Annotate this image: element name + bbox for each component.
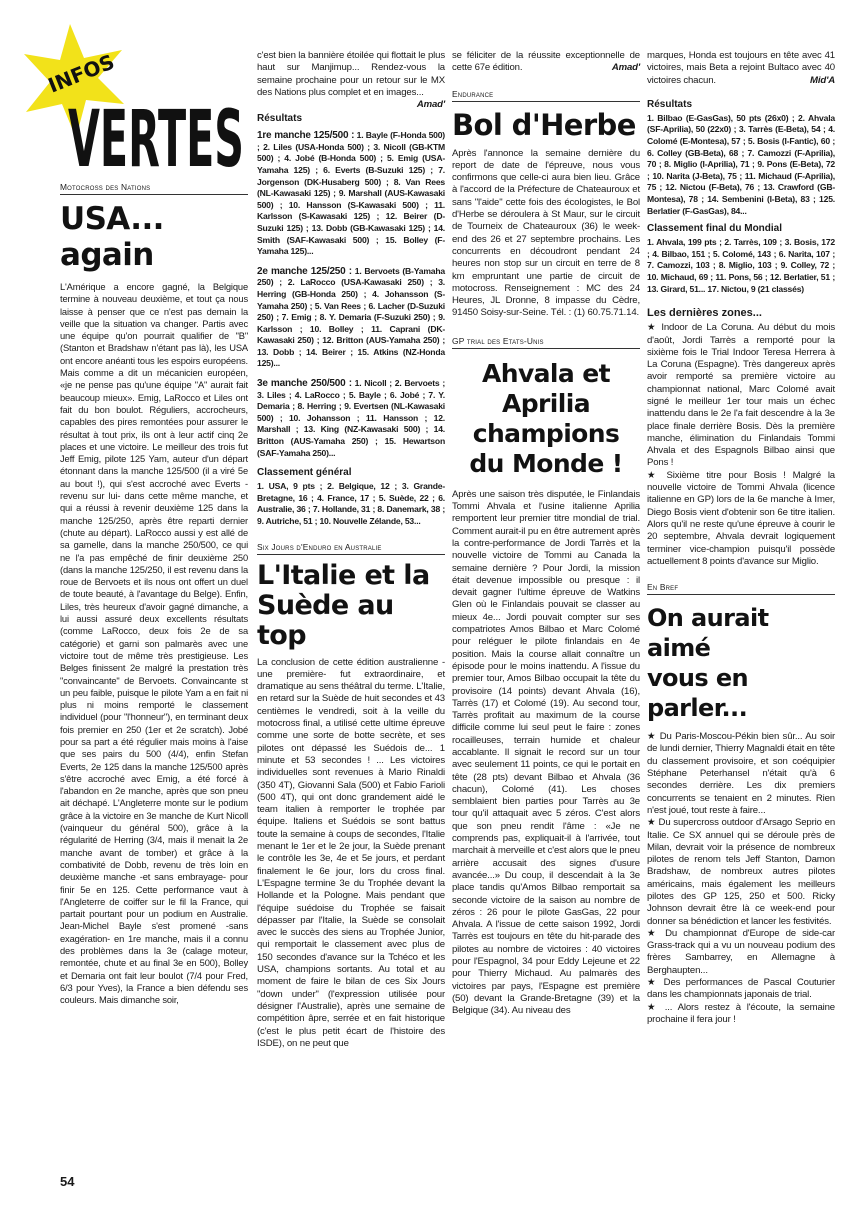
headline-line-3: du Monde !: [469, 448, 623, 478]
article-body-usa: L'Amérique a encore gagné, la Belgique termine à nouveau deuxième, et tout ça nous laisse à penser que ce n'est pas demain la veille que la situation va changer. Partis avec une équipe qu'on pourrait qualifier de "B" (Stanton et Bradshaw n'étant pas là), les USA ont encore anéanti tous les espoirs européens. Mais comme a dit un mécanicien européen, «je ne pense pas qu'une équipe "A" aurait fait beaucoup mieux». Emig, LaRocco et Liles ont fait du bon boulot. Réguliers, accrocheurs, capables des pires remontées pour assurer le résultat à tout prix, ils ont à leur actif cinq 2e places et une victoire. Le meilleur des trois fut Jeff Emig, pilote 125 Yam, auteur d'un départ étonnant dans la manche 125/500 (il a viré 5e au bout !), qui s'est accroché avec Everts -revenu sur lui- dans cette même manche, et qui a réussi à revenir deuxième 125 dans la manche 125/250, après être reparti dernier (chute au départ). LaRocco aussi y est allé de sa gamelle, dans la manche 250/500, ce qui ne l'a pas empêché de finir deuxième 250 (dans la manche 125/250, il est revenu dans la roue de Bervoets et ils nous ont offert un duel de toute beauté, à l'avantage du Belge). Enfin, Liles, très heureux d'avoir gagné dimanche, a lui aussi assuré deux excellents résultats (comme LaRocco, deux fois 2e de sa catégorie) et garni son palmarès avec une victoire tout de même très prestigieuse. Les Belges finissent 2e malgré la prestation très "convaincante" de Bervoets. Convaincante st un peu faible, puisque le pilote Yam a en fait ni plus ni moins remporté le classement individuel (pour "l'honneur"), en terminant deux fois premier en 250 (1er et 2e scratch). Jobé pour sa part a été régulier mais moins à l'aise que ses pairs du 500 (4/4), enfin Stefan Everts, 2e 125 dans la manche 125/500 après s'être accroché avec Emig, a été forcé à l'abandon en 2e manche, après que son pneu ait déchapé. L'Angleterre monte sur le podium grâce à la victoire en 3e manche de Kurt Nicoll (vainqueur du général 500), grâce à la régularité de Herring (3/4, mais il menait la 2e manche avant de tomber) et grâce à la combativité de Dobb, revenu de très loin en deuxième manche -et sans embrayage- pour finir 5e en 125. Cette performance vaut à l'Angleterre de coiffer sur le fil la France, qui partait pourtant pour un podium en Australie. Jean-Michel Bayle s'est promené -sans exagération- en 1re manche, mais il a connu des problèmes dans la 3e (calage moteur, remontée, chute et au final 3e en 500), Bolley et Demaria ont fait leur boulot (7/4 pour Fred, 6/3 pour Yves), la France a bien défendu ses couleurs. Mais dimanche soir,: [60, 282, 248, 1006]
column-3: [452, 50, 640, 1018]
headline-bol-dherbe: Bol d'Herbe: [452, 107, 636, 142]
headline-usa-again: USA... again: [60, 201, 164, 273]
column-2: [257, 50, 445, 1050]
page-number: 54: [60, 1174, 75, 1189]
race-2-title: 2e manche 125/250 :: [257, 265, 352, 277]
rubric-enduro: Six Jours d'Enduro en Australie: [257, 542, 445, 555]
headline-line-2: champions: [472, 418, 620, 448]
general-ranking-title: Classement général: [257, 467, 352, 479]
headline-ahvala-aprilia: [452, 359, 640, 479]
headline-line-1: On aurait aimé: [647, 604, 769, 663]
bref-item-2: ★ Du supercross outdoor d'Arsago Seprio en Italie. Ce SX annuel qui se déroule près de Milan, devrait voir la présence de nombreux pilotes de renom tels Jeff Stanton, Damon Bradshaw, de nombreux autres pilotes américains, mais également les meilleurs pilotes des GP 125, 250 et 500. Ricky Johnson devrait être là ce week-end pour donner sa bénédiction et lancer les festivités.: [647, 817, 835, 927]
results-race-2: [257, 266, 445, 370]
signature: Amad': [416, 99, 445, 111]
signature: Mid'A: [810, 74, 835, 86]
logo-graphic: [18, 20, 246, 176]
race-3-title: 3e manche 250/500 :: [257, 378, 352, 390]
signature: Amad': [611, 62, 640, 74]
article-intro-col4: [647, 50, 835, 87]
rubric-gp-trial: GP trial des Etats-Unis: [452, 336, 640, 349]
rubric-en-bref: En Bref: [647, 582, 835, 595]
rubric-endurance: Endurance: [452, 89, 640, 102]
trial-results: 1. Bilbao (E-GasGas), 50 pts (26x0) ; 2. Ahvala (SF-Aprilia), 50 (22x0) ; 3. Tarrès (E-Beta), 54 ; 4. Colomé (E-Montesa), 57 ; 5. Bosis (I-Fantic), 60 ; 6. Colley (GB-Beta), 68 ; 7. Camozzi (F-Aprilia), 70 ; 8. Miglio (I-Aprilia), 71 ; 9. Pons (E-Beta), 72 ; 10. Narita (J-Beta), 75 ; 11. Michaud (F-Aprilia), 75 ; 12. Nictou (F-Beta), 76 ; 13. Crawford (GB-Montesa), 78 ; 14. Sembenini (I-Beta), 83 ; 125. Berlatier (F-GasGas), 84...: [647, 112, 835, 216]
article-intro-col3: [452, 50, 640, 75]
last-zones-2: ★ Sixième titre pour Bosis ! Malgré la nouvelle victoire de Tommi Ahvala (licence italienne en GP) lors de la 6e manche à Imer, Diego Bosis vient d'obtenir son 6e titre italien. Alors qu'il ne reste qu'une épreuve à courir le 20 septembre, Ahvala devrait logiquement terminer vice-champion puisqu'il possède actuellement 8 points d'avance sur Miglio.: [647, 469, 835, 567]
results-race-1: [257, 130, 445, 258]
race-2-text: 1. Bervoets (B-Yamaha 250) ; 2. LaRocco (USA-Kawasaki 250) ; 3. Herring (GB-Honda 250) ; 4. Johansson (S-Yamaha 250) ; 5. Van Rees ; 6. Lacher (D-Suzuki 250) ; 7. Emig ; 8. Y. Demaria (F-Suzuki 250) ; 9. Karlsson ; 10. Bolley ; 11. Caprani (DK-Kawasaki 250) ; 12. Britton (AUS-Yamaha 250) ; 13. Dobb ; 14. Beirer ; 15. Atkins (NZ-Honda 125)...: [257, 265, 445, 369]
race-3-text: 1. Nicoll ; 2. Bervoets ; 3. Liles ; 4. LaRocco ; 5. Bayle ; 6. Jobé ; 7. Y. Demaria ; 8. Herring ; 9. Evertsen (NL-Kawasaki 500) ; 10. Johansson ; 11. Hansson ; 12. Marshall ; 13. King (NZ-Kawasaki 500) ; 14. Britton (AUS-Yamaha 250) ; 15. Hewartson (SAF-Yamaha 250)...: [257, 378, 445, 458]
column-1: [60, 182, 248, 1007]
headline-line-1: L'Italie et la: [257, 559, 430, 591]
trial-results-title: Résultats: [647, 98, 693, 110]
race-1-title: 1re manche 125/500 :: [257, 130, 355, 142]
intro-text: marques, Honda est toujours en tête avec 41 victoires, mais Beta a rejoint Bultaco avec 40 victoires chacun.: [647, 50, 835, 86]
last-zones-1: ★ Indoor de La Coruna. Au début du mois d'août, Jordi Tarrès a remporté pour la sixième fois le Trial Indoor Teresa Herrera à La Coruna (Espagne). Très dangereux après avoir remporté sa première victoire au championnat national, Marc Colomé avait signé le meilleur 1er tour mais un échec inattendu dans le 2e l'a fait descendre à la 3e place finale derrière Bosis. Dès la première manche, élimination du Finlandais Tommi Ahvala et des Espagnols Bilbao ainsi que Pons !: [647, 322, 835, 469]
race-1-text: 1. Bayle (F-Honda 500) ; 2. Liles (USA-Honda 500) ; 3. Nicoll (GB-KTM 500) ; 4. Jobé (B-Honda 500) ; 5. Emig (USA-Yamaha 125) ; 6. Everts (B-Suzuki 125) ; 7. Jorgenson (DK-Husaberg 500) ; 8. Van Rees (NL-Kawasaki 125) ; 9. Marshall (AUS-Kawasaki 500) ; 10. Hansson (S-Kawasaki 500) ; 11. Karlsson (S-Kawasaki 125) ; 12. Beirer (D-Suzuki 125) ; 13. Dobb (GB-Kawasaki 125) ; 14. Smith (SAF-Kawasaki 500) ; 15. Bolley (F-Yamaha 125)...: [257, 130, 445, 257]
headline-line-2: vous en parler...: [647, 664, 749, 723]
final-ranking-title: Classement final du Mondial: [647, 223, 783, 235]
headline-italie-suede: [257, 561, 445, 651]
headline-line-2: Suède au top: [257, 589, 394, 651]
results-title: Résultats: [257, 113, 303, 125]
article-body-trial: Après une saison très disputée, le Finlandais Tommi Ahvala et l'usine italienne Aprilia remportent leur premier titre mondial de trial. Comment aurait-il pu en être autrement après la contre-performance de Jordi Tarrès et la nouvelle victoire de Tommi au Canada la semaine dernière ? Pour Jordi, la mission était devenue impossible ou presque : il devait gagner l'ultime épreuve de Watkins Glen où le Finlandais pouvait se classer au mieux 4e... Jordi pouvait compter sur ses compatriotes Amos Bilbao et Marc Colomé pour reléguer le pilote finlandais en 4e position. Mais la course allait connaître un épisode pour le moins inattendu. A l'issue du premier tour, Amos Bilbao occupait la tête du provisoire (14 points) devant Ahvala (16), Tarrès (17) et Colomé (19). Au second tour, Tarrès profitait au maximum de la course difficile comme lui seul peut le faire : zones rocailleuses, terrain humide et chaleur accablante. Il signait le record sur un tour avec seulement 11 points, ce qui le portait en tête (28 pts) devant Bilbao et Ahvala (36 chacun), Colomé (41). Les choses semblaient bien parties pour Tarrès au 3e tour qu'il attaquait avec 5 zéros. C'est alors que son pneu rendit l'âme : «Je ne comprends pas, expliquait-il à l'arrivée, tout marchait à merveille et c'est alors que le pneu arrière accusait des signes d'usure avancée...» Du coup, il descendait à la 3e place tandis qu'Amos Bilbao remportait sa seconde victoire de la saison au nombre de zéros : 26 pour le pilote GasGas, 22 pour Ahvala. A l'issue de cette saison 1992, Jordi Tarrès est toujours en tête du hit-parade des pilotes au nombre de victoires : 40 victoires pour l'Espagnol, 34 pour Eddy Lejeune et 22 pour Thierry Michaud. Au palmarès des victoires par pays, l'Espagne est première (50) devant la Grande-Bretagne (39) et la Belgique (34). Au niveau des: [452, 488, 640, 1017]
logo-small-text: INFOS: [44, 49, 118, 98]
article-body-bol-dherbe: Après l'annonce la semaine dernière du report de date de l'épreuve, nous vous confirmons que celle-ci aura bien lieu. Grâce à l'accord de la Préfecture de Chateauroux et sans "l'aide" cette fois des écologistes, le Bol d'Herbe se déroulera à St Maur, sur le circuit de Tourneix de Chateauroux (36) le week-end des 26 et 27 septembre prochains. Les concurrents en découdront pendant 24 heures non stop sur un circuit en terre de 8 km empruntant une partie de circuit de motocross. Renseignement : MC des 24 Heures, JL Dronne, 8 impasse du Cèdre, 91450 Soisy-sur-Seine. Tél. : (1) 60.75.71.14.: [452, 147, 640, 319]
general-ranking: 1. USA, 9 pts ; 2. Belgique, 12 ; 3. Grande-Bretagne, 16 ; 4. France, 17 ; 5. Suède, 22 ; 6. Australie, 36 ; 7. Hollande, 31 ; 8. Danemark, 38 ; 9. Autriche, 51 ; 10. Nouvelle Zélande, 53...: [257, 481, 445, 526]
logo-big-text: VERTES: [68, 95, 244, 176]
article-intro-col2: [257, 50, 445, 111]
bref-item-1: ★ Du Paris-Moscou-Pékin bien sûr... Au soir de lundi dernier, Thierry Magnaldi était en tête du classement provisoire, et son coéquipier Stéphane Peterhansel n'était qu'à 6 secondes derrière. Les dix premiers concurrents se tenaient en 2 minutes. Rien n'est joué, tout reste à faire...: [647, 731, 835, 816]
last-zones-title: Les dernières zones...: [647, 307, 762, 320]
column-4: [647, 50, 835, 1026]
bref-item-3: ★ Du championnat d'Europe de side-car Grass-track qui a vu un nouveau podium des frères Sambarrey, en Allemagne à Berghaupten...: [647, 927, 835, 976]
final-ranking: 1. Ahvala, 199 pts ; 2. Tarrès, 109 ; 3. Bosis, 172 ; 4. Bilbao, 151 ; 5. Colomé, 143 ; 6. Narita, 107 ; 7. Camozzi, 103 ; 8. Miglio, 103 ; 9. Colley, 72 ; 10. Michaud, 69 ; 11. Pons, 56 ; 12. Berlatier, 51 ; 13. Girard, 51... 17. Nictou, 9 (21 classés): [647, 237, 835, 294]
intro-text: c'est bien la bannière étoilée qui flottait le plus haut sur Manjimup... Rendez-vous la semaine prochaine pour un retour sur le MX des Nations plus complet et en images...: [257, 50, 445, 98]
headline-line-1: Ahvala et Aprilia: [482, 358, 610, 418]
headline-on-aurait-aime: [647, 603, 835, 723]
bref-item-4: ★ Des performances de Pascal Couturier dans les championnats japonais de trial.: [647, 977, 835, 1001]
results-race-3: [257, 378, 445, 459]
rubric-motocross: Motocross des Nations: [60, 182, 248, 195]
infos-vertes-logo: [18, 20, 246, 176]
intro-text: se féliciter de la réussite exceptionnelle de cette 67e édition.: [452, 50, 640, 74]
bref-item-5: ★ ... Alors restez à l'écoute, la semaine prochaine il fera jour !: [647, 1001, 835, 1025]
article-body-enduro: La conclusion de cette édition australienne -une première- fut extraordinaire, et dramatique au sens théâtral du terme. L'Italie, en retard sur la Suède de huit secondes et 43 centièmes le vendredi, soit à la veille du motocross final, a utilisé cette ultime épreuve comme une sorte de botte secrète, et ses pilotes ont dépassé les Suédois de... 1 minute et 53 secondes ! ... Les victoires individuelles sont revenues à Mario Rinaldi (350 4T), Giovanni Sala (500) et Fabio Farioli (500 4T), qui ont donc grandement aidé le team italien à remporter le trophée par équipe. Italiens et Suédois se sont battus toute la semaine à coups de secondes, l'Italie menant le 1er et le 2e jour, la Suède prenant le contrôle les 3e, 4e et 5e jours, et perdant finalement le 6e jour, lors du cross final. L'Espagne termine 3e du Trophée devant la Hollande et la Pologne. Mais pendant que l'équipe suédoise du Trophée se faisait dépasser par l'Italie, la Suède se consolait avec le succès des siens au Trophée Junior, qui remportait le classement avec plus de 150 secondes d'avance sur la Tchéco et les USA, champions sortants. Au total et au moment de faire le bilan de ces Six Jours "down under" (l'expression utilisée pour désigner l'Australie), après une semaine de compétition âpre, serrée et en fait historique (c'est le plus petit écart de l'histoire des ISDE), on ne peut que: [257, 656, 445, 1049]
